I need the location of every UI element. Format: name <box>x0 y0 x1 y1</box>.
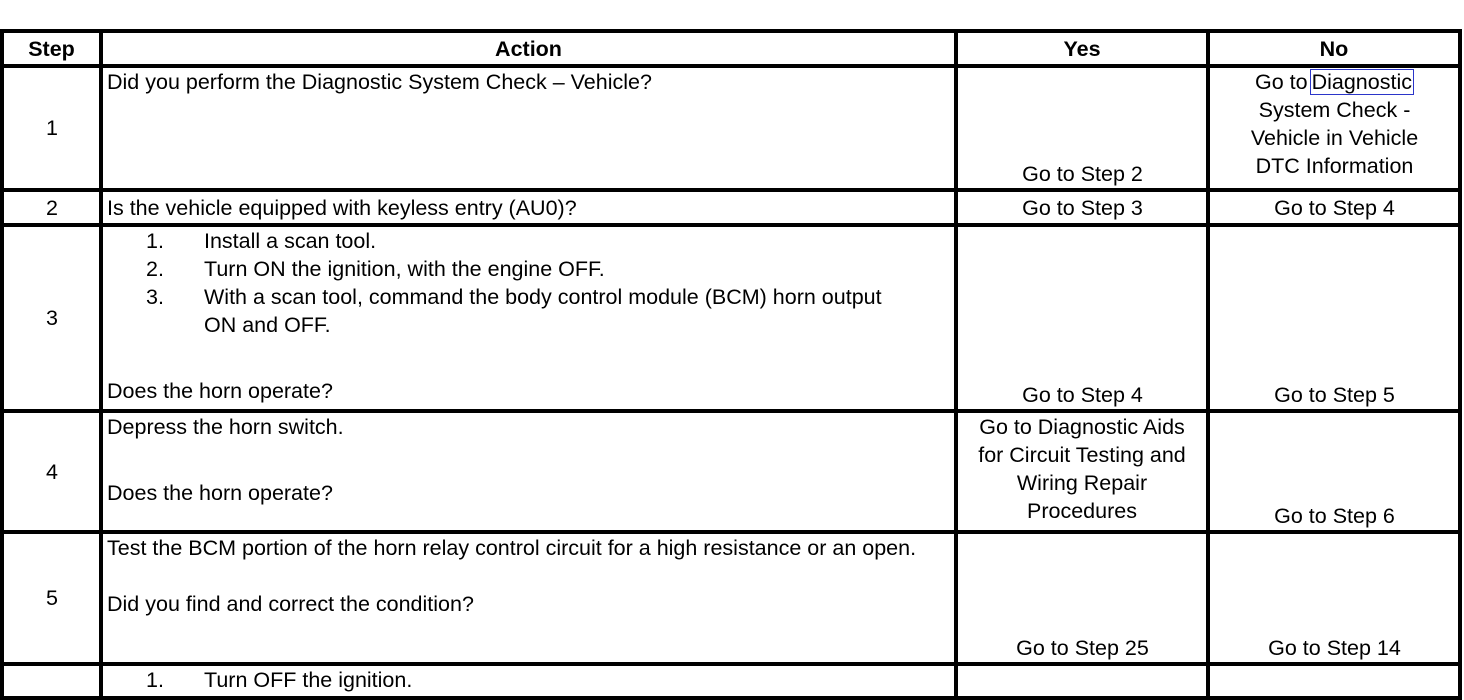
table-row <box>2 225 1460 411</box>
list-item-text: Turn OFF the ignition. <box>204 668 413 692</box>
step-number: 2 <box>2 190 101 225</box>
header-yes: Yes <box>956 31 1208 66</box>
step-number: 3 <box>2 225 101 411</box>
spacer <box>107 562 951 590</box>
step-number <box>2 664 101 698</box>
table-row <box>2 664 1460 698</box>
action-question: Did you find and correct the condition? <box>107 592 474 616</box>
yes-cell <box>956 664 1208 698</box>
no-cell[interactable]: Go to Step 6 <box>1208 411 1460 532</box>
header-action: Action <box>101 31 956 66</box>
list-item <box>146 227 951 255</box>
no-line-3: Vehicle in Vehicle <box>1250 126 1419 150</box>
list-item-text: With a scan tool, command the body control module (BCM) horn output ON and OFF. <box>204 285 882 337</box>
list-item-number: 1. <box>146 229 164 253</box>
action-text: Depress the horn switch. <box>107 415 344 439</box>
list-item <box>146 666 951 694</box>
yes-cell[interactable]: Go to Step 2 <box>956 66 1208 190</box>
yes-cell[interactable]: Go to Step 3 <box>956 190 1208 225</box>
list-item-number: 2. <box>146 257 164 281</box>
list-item <box>146 255 951 283</box>
action-cell <box>101 532 956 664</box>
list-item-text: Install a scan tool. <box>204 229 377 253</box>
no-prefix: Go to <box>1255 70 1308 94</box>
no-line-1 <box>1214 68 1455 96</box>
action-cell <box>101 66 956 190</box>
header-no: No <box>1208 31 1460 66</box>
no-line-2: System Check - <box>1258 98 1411 122</box>
step-number: 5 <box>2 532 101 664</box>
table-row <box>2 66 1460 190</box>
header-step: Step <box>2 31 101 66</box>
action-question: Does the horn operate? <box>107 481 333 505</box>
step-number: 1 <box>2 66 101 190</box>
spacer <box>107 441 951 479</box>
diagnostic-table <box>0 29 1462 700</box>
action-cell <box>101 225 956 411</box>
list-item <box>146 283 951 339</box>
instruction-list <box>107 227 951 339</box>
no-cell[interactable]: Go to Step 5 <box>1208 225 1460 411</box>
table-row <box>2 411 1460 532</box>
diagnostic-link[interactable]: Diagnostic <box>1311 70 1412 94</box>
action-cell <box>101 190 956 225</box>
no-cell <box>1208 66 1460 190</box>
table-row <box>2 190 1460 225</box>
action-text: Did you perform the Diagnostic System Check – Vehicle? <box>107 70 652 94</box>
yes-cell[interactable]: Go to Diagnostic Aids for Circuit Testing and Wiring Repair Procedures <box>956 411 1208 532</box>
no-cell <box>1208 664 1460 698</box>
action-text: Is the vehicle equipped with keyless entry (AU0)? <box>107 195 577 220</box>
action-cell <box>101 664 956 698</box>
yes-cell[interactable]: Go to Step 25 <box>956 532 1208 664</box>
no-cell[interactable]: Go to Step 14 <box>1208 532 1460 664</box>
no-line-4: DTC Information <box>1255 154 1414 178</box>
instruction-list <box>107 666 951 694</box>
action-text: Test the BCM portion of the horn relay control circuit for a high resistance or an open. <box>107 536 917 560</box>
action-cell <box>101 411 956 532</box>
spacer <box>107 339 951 377</box>
table-row <box>2 532 1460 664</box>
yes-cell[interactable]: Go to Step 4 <box>956 225 1208 411</box>
no-cell[interactable]: Go to Step 4 <box>1208 190 1460 225</box>
action-question: Does the horn operate? <box>107 379 333 403</box>
step-number: 4 <box>2 411 101 532</box>
list-item-text: Turn ON the ignition, with the engine OFF. <box>204 257 605 281</box>
list-item-number: 3. <box>146 285 164 309</box>
list-item-number: 1. <box>146 668 164 692</box>
header-row <box>2 31 1460 66</box>
